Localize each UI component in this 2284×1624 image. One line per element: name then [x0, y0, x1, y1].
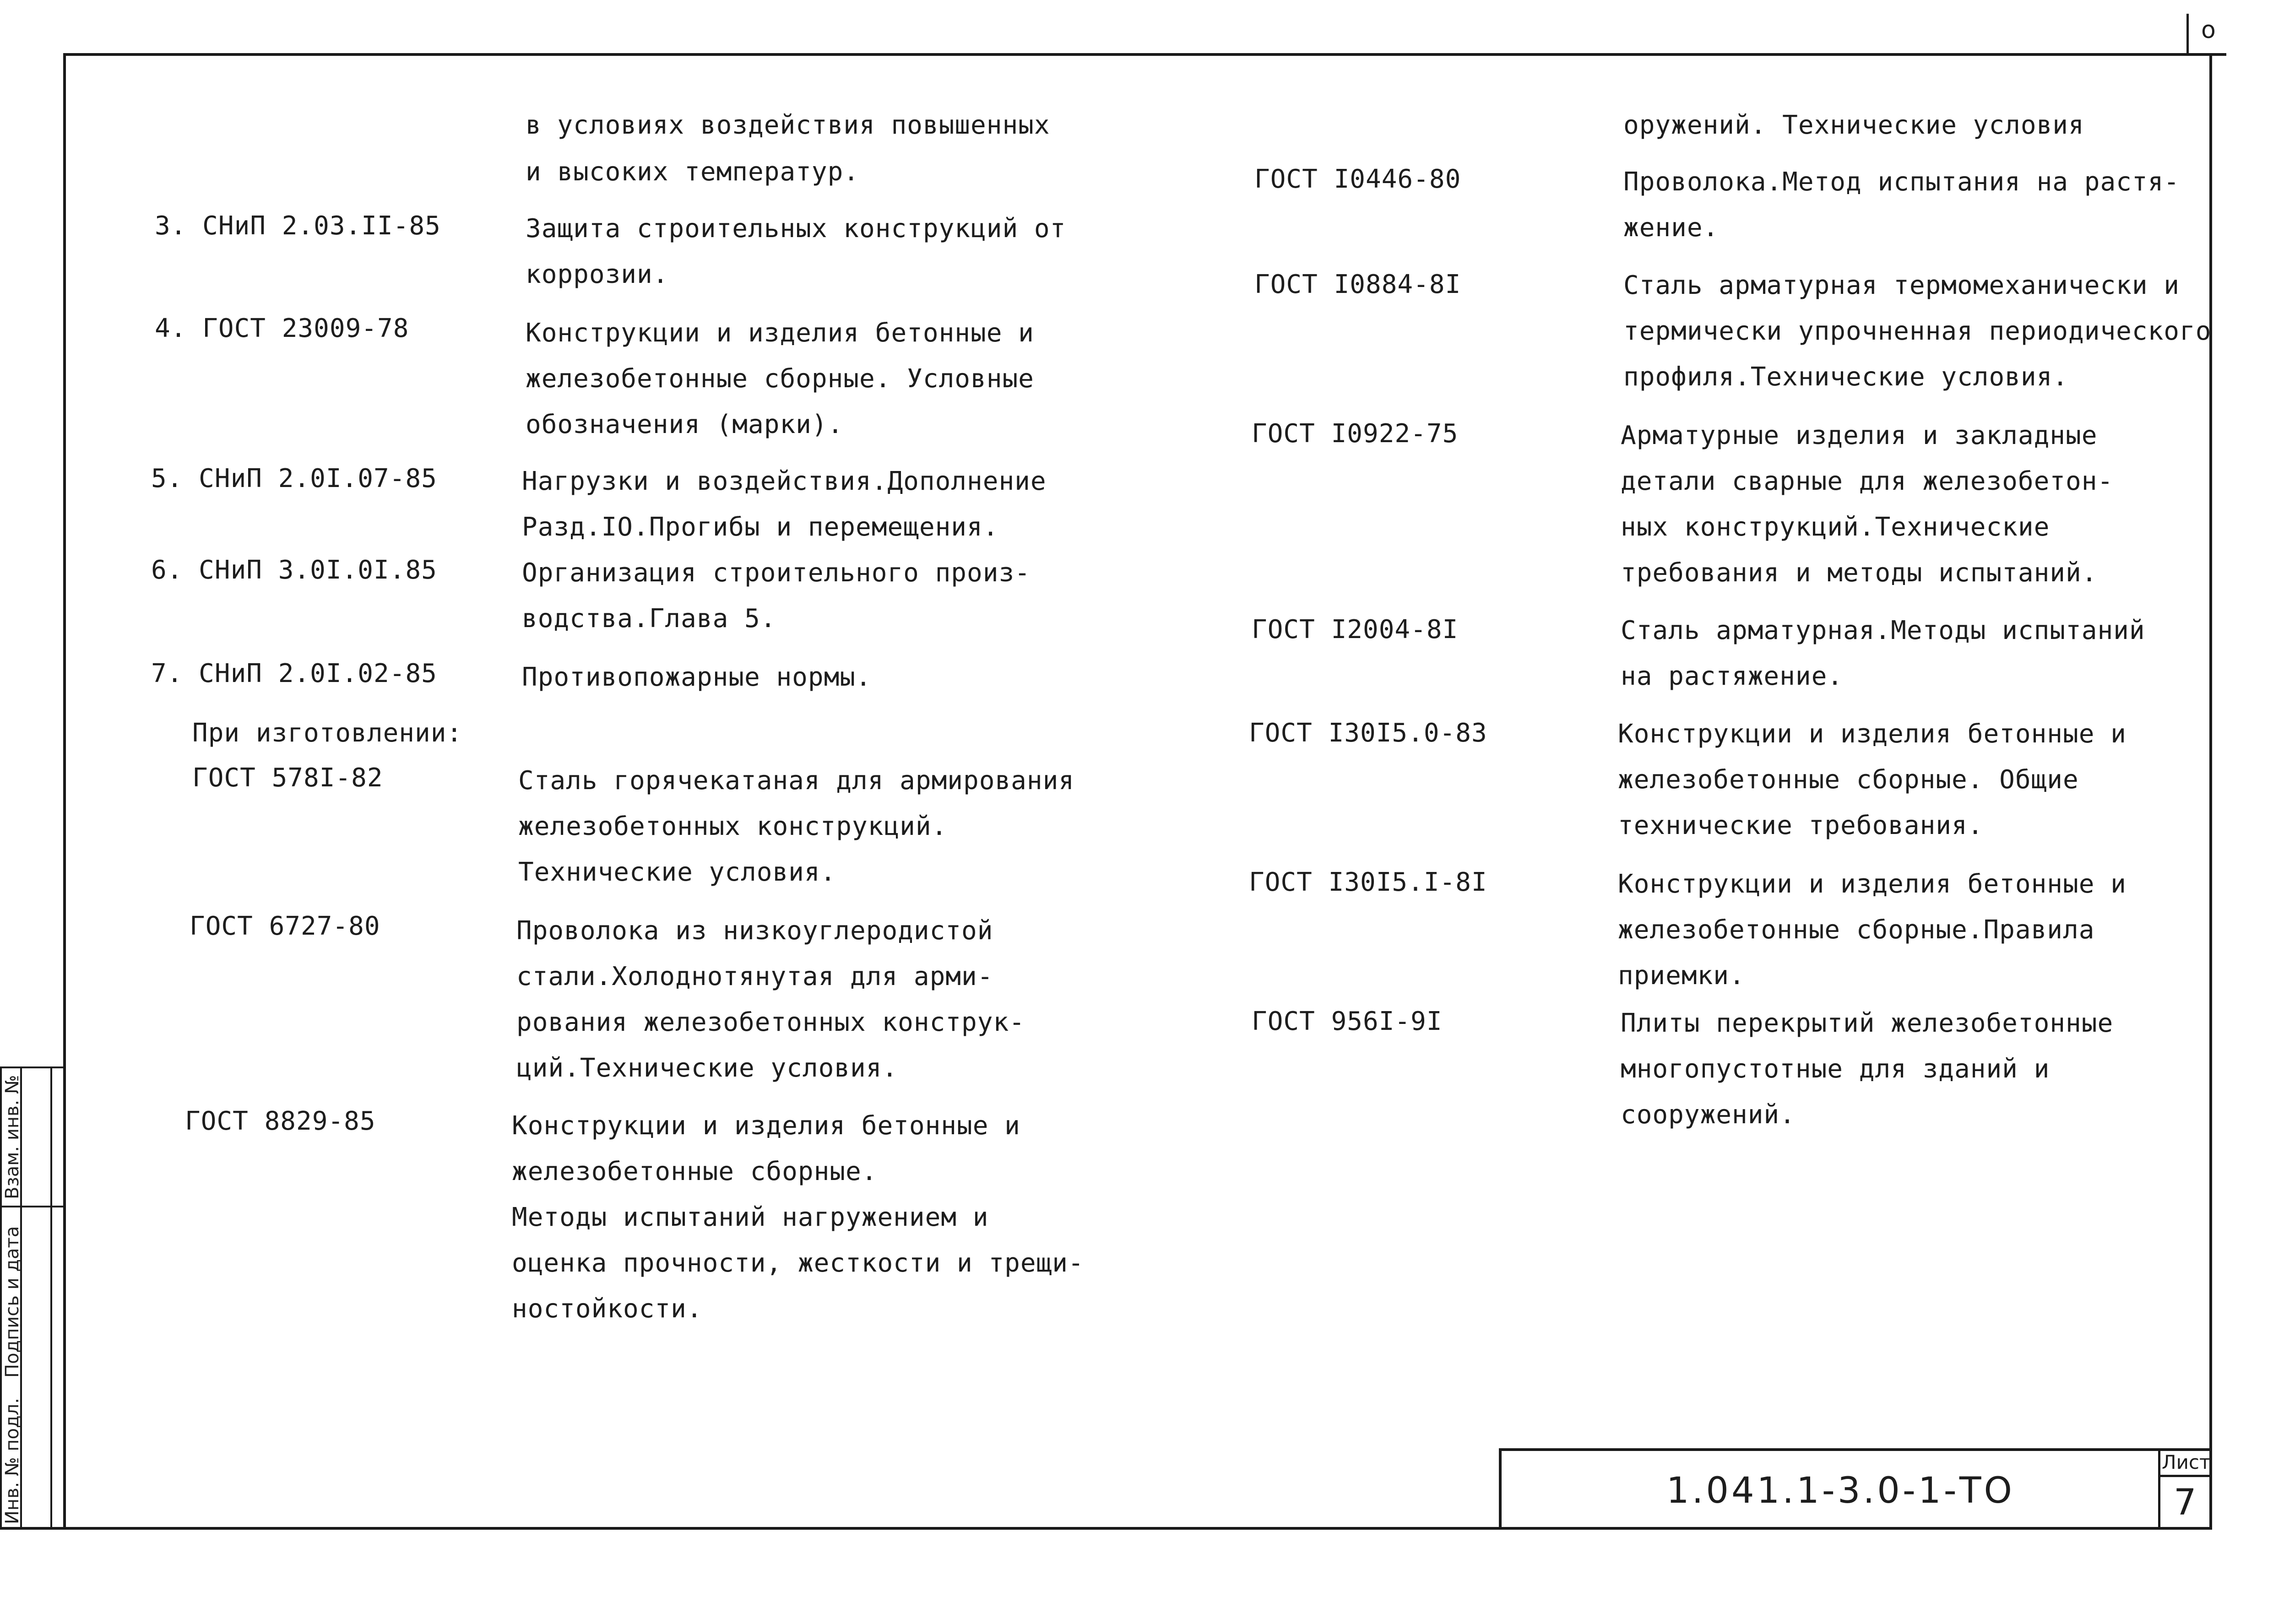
- reference-number: ГОСТ I0446-80: [1254, 164, 1461, 194]
- reference-number: ГОСТ 578I-82: [192, 763, 383, 793]
- reference-title: технические требования.: [1618, 811, 1984, 840]
- reference-title: термически упрочненная периодического: [1623, 316, 2212, 346]
- reference-number: ГОСТ 8829-85: [185, 1106, 376, 1136]
- reference-title: Технические условия.: [518, 857, 836, 887]
- reference-title: многопустотные для зданий и: [1621, 1054, 2050, 1084]
- reference-title: Проволока из низкоуглеродистой: [516, 916, 993, 946]
- corner-tick: [2186, 14, 2189, 55]
- reference-title: Проволока.Метод испытания на растя-: [1623, 167, 2180, 197]
- reference-number: 5. СНиП 2.0I.07-85: [151, 464, 437, 493]
- reference-number: ГОСТ I2004-8I: [1252, 615, 1459, 644]
- reference-title: детали сварные для железобетон-: [1621, 466, 2114, 496]
- sheet-number: 7: [2174, 1482, 2197, 1523]
- reference-title: Методы испытаний нагружением и: [512, 1202, 989, 1232]
- side-stamp-inv-label: Инв. № подл.: [2, 1398, 23, 1524]
- reference-title: Организация строительного произ-: [522, 558, 1031, 588]
- side-stamp-sign-label: Подпись и дата: [2, 1226, 23, 1378]
- reference-title: Конструкции и изделия бетонные и: [1618, 719, 2127, 749]
- reference-title: ностойкости.: [512, 1294, 703, 1324]
- sheet-divider: [2158, 1475, 2209, 1477]
- reference-title: Конструкции и изделия бетонные и: [526, 318, 1034, 348]
- corner-mark: о: [2201, 16, 2216, 44]
- reference-title: Арматурные изделия и закладные: [1621, 421, 2098, 450]
- reference-title: Конструкции и изделия бетонные и: [1618, 869, 2127, 899]
- reference-number: ГОСТ I0922-75: [1252, 419, 1459, 449]
- side-stamp-replace-label: Взам. инв. №: [2, 1075, 23, 1199]
- reference-title: ных конструкций.Технические: [1621, 512, 2050, 542]
- reference-number: ГОСТ I30I5.0-83: [1249, 718, 1487, 748]
- reference-title: Защита строительных конструкций от: [526, 214, 1066, 244]
- reference-number: 3. СНиП 2.03.II-85: [155, 211, 441, 241]
- reference-title: Плиты перекрытий железобетонные: [1621, 1008, 2114, 1038]
- sheet-label: Лист: [2162, 1451, 2211, 1473]
- reference-title: оценка прочности, жесткости и трещи-: [512, 1248, 1084, 1278]
- manufacture-heading: При изготовлении:: [192, 718, 463, 748]
- frame-left-border: [63, 53, 66, 1529]
- reference-title: Конструкции и изделия бетонные и: [512, 1111, 1020, 1141]
- reference-title: Сталь арматурная термомеханически и: [1623, 271, 2180, 300]
- reference-title: стали.Холоднотянутая для арми-: [516, 962, 993, 991]
- reference-title: на растяжение.: [1621, 661, 1844, 691]
- reference-title: Разд.IO.Прогибы и перемещения.: [522, 512, 999, 542]
- reference-title: железобетонные сборные.: [512, 1157, 878, 1186]
- reference-number: 7. СНиП 2.0I.02-85: [151, 659, 437, 688]
- reference-title: Сталь арматурная.Методы испытаний: [1621, 616, 2145, 645]
- text-line: в условиях воздействия повышенных: [526, 110, 1050, 140]
- reference-title: сооружений.: [1621, 1100, 1796, 1130]
- reference-title: рования железобетонных конструк-: [516, 1007, 1025, 1037]
- side-stamp-line: [50, 1066, 52, 1529]
- reference-title: железобетонные сборные. Общие: [1618, 765, 2079, 795]
- side-stamp-divider: [0, 1206, 63, 1207]
- reference-title: коррозии.: [526, 260, 669, 289]
- reference-title: жение.: [1623, 213, 1719, 243]
- reference-title: железобетонных конструкций.: [518, 812, 948, 841]
- reference-title: требования и методы испытаний.: [1621, 558, 2098, 588]
- reference-title: обозначения (марки).: [526, 410, 844, 439]
- document-code: 1.041.1-3.0-1-ТО: [1666, 1470, 2015, 1511]
- text-line: и высоких температур.: [526, 157, 860, 187]
- reference-title: профиля.Технические условия.: [1623, 362, 2069, 392]
- frame-top-border: [63, 53, 2226, 56]
- reference-number: ГОСТ 6727-80: [190, 911, 380, 941]
- reference-title: железобетонные сборные. Условные: [526, 364, 1034, 394]
- reference-title: приемки.: [1618, 961, 1745, 991]
- reference-number: 6. СНиП 3.0I.0I.85: [151, 555, 437, 585]
- text-line: оружений. Технические условия: [1623, 110, 2084, 140]
- reference-title: Нагрузки и воздействия.Дополнение: [522, 466, 1047, 496]
- reference-number: ГОСТ 956I-9I: [1252, 1007, 1443, 1036]
- frame-right-border: [2209, 53, 2212, 1529]
- side-stamp-divider: [0, 1066, 63, 1068]
- reference-title: водства.Глава 5.: [522, 604, 776, 633]
- reference-number: ГОСТ I30I5.I-8I: [1249, 867, 1487, 897]
- reference-title: железобетонные сборные.Правила: [1618, 915, 2095, 945]
- reference-number: ГОСТ I0884-8I: [1254, 270, 1461, 299]
- reference-title: Сталь горячекатаная для армирования: [518, 766, 1075, 796]
- reference-title: Противопожарные нормы.: [522, 662, 872, 692]
- reference-number: 4. ГОСТ 23009-78: [155, 314, 409, 343]
- reference-title: ций.Технические условия.: [516, 1053, 898, 1083]
